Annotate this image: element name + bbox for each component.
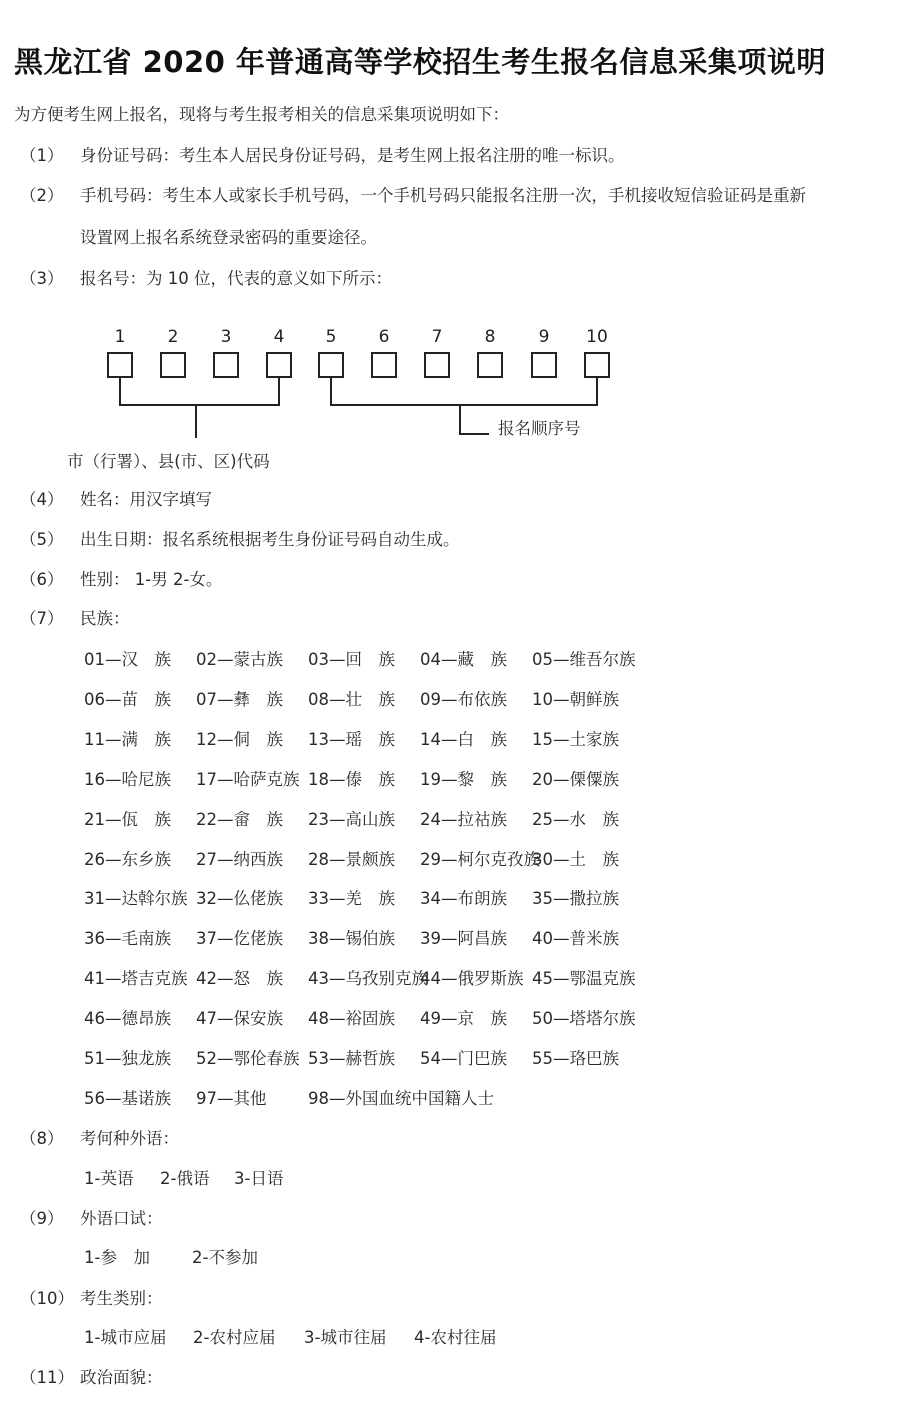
item-3-number: （3） [20,269,64,288]
digit-position-label: 7 [431,327,443,347]
item-11-number: （11） [20,1368,74,1387]
item-6-text: 性别： 1-男 2-女。 [80,570,223,589]
ethnic-group-item: 23—高山族 [308,809,395,829]
ethnic-group-item: 31—达斡尔族 [84,889,188,909]
ethnic-group-item: 25—水 族 [532,809,619,829]
digit-box [319,353,343,377]
item-2-number: （2） [20,186,64,205]
ethnic-group-item: 46—德昂族 [84,1009,171,1029]
digit-position-label: 9 [538,327,550,347]
item-9-number: （9） [20,1209,64,1228]
sequence-number-label: 报名顺序号 [498,419,581,438]
ethnic-group-item: 29—柯尔克孜族 [420,849,540,869]
ethnic-group-item: 28—景颇族 [308,849,395,869]
region-code-label: 市（行署）、县(市、区)代码 [67,452,270,471]
ethnic-group-item: 18—傣 族 [308,769,395,789]
ethnic-group-item: 12—侗 族 [196,729,283,749]
item-11-text: 政治面貌： [80,1368,163,1387]
digit-box [267,353,291,377]
item-5-number: （5） [20,530,64,549]
ethnic-group-item: 49—京 族 [420,1009,507,1029]
oral-test-option: 1-参 加 [84,1248,150,1267]
item-4-text: 姓名：用汉字填写 [80,490,212,509]
foreign-lang-option: 2-俄语 [160,1169,210,1188]
ethnic-group-item: 16—哈尼族 [84,769,171,789]
ethnic-group-item: 33—羌 族 [308,889,395,909]
ethnic-group-item: 27—纳西族 [196,849,283,869]
ethnic-group-item: 98—外国血统中国籍人士 [308,1088,494,1108]
digit-position-label: 10 [586,327,608,347]
left-bracket [120,378,279,405]
item-1-text: 身份证号码：考生本人居民身份证号码，是考生网上报名注册的唯一标识。 [80,146,625,165]
ethnic-group-item: 14—白 族 [420,729,507,749]
right-bracket [331,378,597,405]
item-7-text: 民族： [80,609,130,628]
item-8-number: （8） [20,1129,64,1148]
item-5-text: 出生日期：报名系统根据考生身份证号码自动生成。 [80,530,460,549]
ethnic-group-item: 08—壮 族 [308,689,395,709]
digit-position-label: 5 [325,327,337,347]
digit-position-label: 3 [220,327,232,347]
ethnic-group-item: 56—基诺族 [84,1088,171,1108]
item-2-text-cont: 设置网上报名系统登录密码的重要途径。 [80,228,377,247]
ethnic-group-item: 22—畲 族 [196,809,283,829]
ethnic-group-item: 04—藏 族 [420,650,507,669]
ethnic-group-item: 01—汉 族 [84,650,171,669]
ethnic-group-item: 39—阿昌族 [420,929,507,949]
item-10-text: 考生类别： [80,1289,163,1308]
item-3-text: 报名号：为 10 位，代表的意义如下所示： [80,269,392,288]
ethnic-group-item: 24—拉祜族 [420,809,507,829]
ethnic-group-item: 15—土家族 [532,729,619,749]
ethnic-group-item: 11—满 族 [84,729,171,749]
right-bracket-stem [460,405,489,434]
digit-box [161,353,185,377]
candidate-type-option: 3-城市往届 [304,1328,387,1347]
document-title: 黑龙江省 2020 年普通高等学校招生考生报名信息采集项说明 [14,45,826,79]
digit-position-label: 4 [273,327,285,347]
ethnic-group-item: 48—裕固族 [308,1009,395,1029]
ethnic-group-item: 47—保安族 [196,1009,283,1029]
ethnic-group-item: 09—布依族 [420,689,507,709]
ethnic-group-item: 03—回 族 [308,650,395,669]
item-2-text: 手机号码：考生本人或家长手机号码，一个手机号码只能报名注册一次，手机接收短信验证码是重新 [80,186,806,205]
ethnic-group-item: 54—门巴族 [420,1049,507,1068]
ethnic-group-item: 19—黎 族 [420,769,507,789]
item-4-number: （4） [20,490,64,509]
ethnic-group-item: 52—鄂伦春族 [196,1049,300,1068]
ethnic-group-item: 06—苗 族 [84,689,171,709]
ethnic-group-item: 21—佤 族 [84,809,171,829]
ethnic-group-item: 32—仫佬族 [196,889,283,909]
intro-text: 为方便考生网上报名，现将与考生报考相关的信息采集项说明如下： [14,105,509,124]
ethnic-group-item: 05—维吾尔族 [532,650,636,669]
ethnic-group-item: 02—蒙古族 [196,650,283,669]
ethnic-group-item: 44—俄罗斯族 [420,969,524,989]
ethnic-group-item: 50—塔塔尔族 [532,1009,636,1029]
candidate-type-option: 4-农村往届 [414,1328,497,1347]
ethnic-group-item: 36—毛南族 [84,929,171,949]
ethnic-group-item: 43—乌孜别克族 [308,969,428,989]
ethnic-group-item: 51—独龙族 [84,1049,171,1068]
ethnic-group-item: 30—土 族 [532,849,619,869]
ethnic-group-item: 20—傈僳族 [532,769,619,789]
ethnic-group-item: 40—普米族 [532,929,619,949]
digit-position-label: 2 [167,327,179,347]
digit-box [214,353,238,377]
digit-position-label: 6 [378,327,390,347]
item-10-number: （10） [20,1289,74,1308]
ethnic-group-item: 34—布朗族 [420,889,507,909]
ethnic-group-item: 26—东乡族 [84,849,171,869]
item-7-number: （7） [20,609,64,628]
ethnic-group-item: 17—哈萨克族 [196,769,300,789]
ethnic-group-item: 53—赫哲族 [308,1049,395,1068]
digit-box [425,353,449,377]
ethnic-group-item: 38—锡伯族 [308,929,395,949]
ethnic-group-item: 97—其他 [196,1088,267,1108]
item-6-number: （6） [20,570,64,589]
foreign-lang-option: 1-英语 [84,1169,134,1188]
oral-test-option: 2-不参加 [192,1248,258,1267]
candidate-type-option: 1-城市应届 [84,1328,167,1347]
ethnic-group-item: 35—撒拉族 [532,889,619,909]
ethnic-group-item: 10—朝鲜族 [532,689,619,709]
ethnic-group-item: 45—鄂温克族 [532,969,636,989]
ethnic-group-item: 55—珞巴族 [532,1049,619,1068]
digit-box [108,353,132,377]
digit-position-label: 1 [114,327,126,347]
candidate-type-option: 2-农村应届 [193,1328,276,1347]
ethnic-group-item: 13—瑶 族 [308,729,395,749]
digit-box [532,353,556,377]
ethnic-group-item: 41—塔吉克族 [84,969,188,989]
item-1-number: （1） [20,146,64,165]
ethnic-group-item: 42—怒 族 [196,969,283,989]
digit-position-label: 8 [484,327,496,347]
ethnic-group-item: 37—仡佬族 [196,929,283,949]
registration-number-diagram [0,0,897,480]
item-8-text: 考何种外语： [80,1129,179,1148]
ethnic-group-item: 07—彝 族 [196,689,283,709]
digit-box [372,353,396,377]
item-9-text: 外语口试： [80,1209,163,1228]
digit-box [585,353,609,377]
foreign-lang-option: 3-日语 [234,1169,284,1188]
digit-box [478,353,502,377]
